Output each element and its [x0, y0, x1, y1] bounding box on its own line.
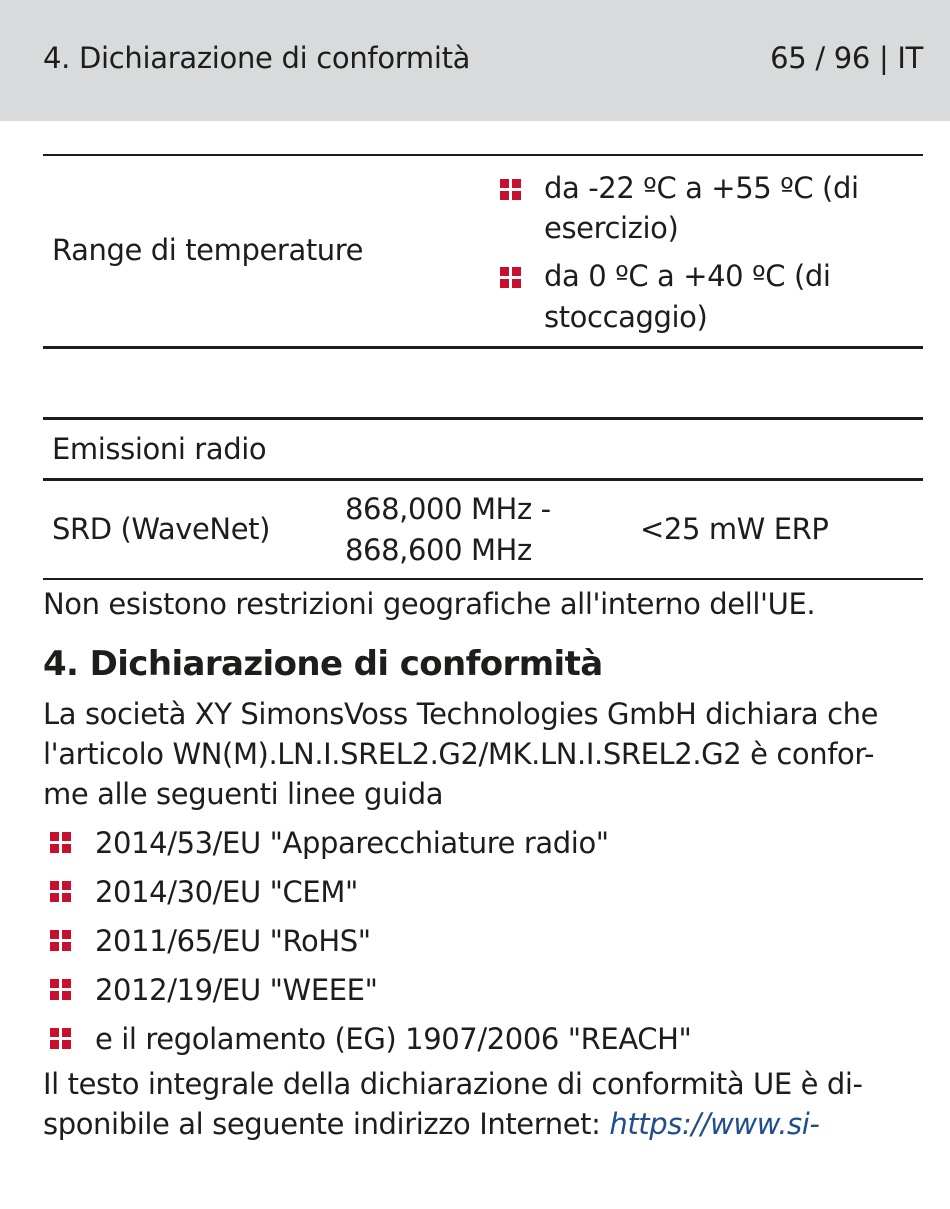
intro-line-1: La società XY SimonsVoss Technologies GmbH dichiara che [43, 697, 879, 731]
temperature-label: Range di temperature [52, 233, 364, 267]
intro-line-3: me alle seguenti linee guida [43, 777, 444, 811]
bullet-icon [500, 179, 522, 201]
bullet-icon [50, 979, 72, 1001]
bullet-icon [500, 267, 522, 289]
bullet-icon [50, 881, 72, 903]
page-number: 65 / 96 | IT [770, 41, 923, 75]
temperature-storage-line1: da 0 ºC a +40 ºC (di [544, 259, 831, 293]
table-rule-bottom [43, 346, 923, 349]
section-heading: 4. Dichiarazione di conformità [43, 644, 603, 684]
directive-item: 2014/53/EU "Apparecchiature radio" [95, 826, 609, 860]
closing-line-2-text: sponibile al seguente indirizzo Internet: [43, 1107, 610, 1141]
closing-line-1: Il testo integrale della dichiarazione di conformità UE è di- [43, 1067, 863, 1101]
bullet-icon [50, 1028, 72, 1050]
radio-table-rule-top [43, 417, 923, 420]
directive-item: 2014/30/EU "CEM" [95, 875, 358, 909]
radio-table-rule-bottom [43, 578, 923, 580]
bullet-icon [50, 930, 72, 952]
directive-item: 2012/19/EU "WEEE" [95, 973, 378, 1007]
radio-row-name: SRD (WaveNet) [52, 512, 271, 546]
table-rule-top [43, 154, 923, 156]
radio-row-frequency-line1: 868,000 MHz - [345, 492, 551, 526]
bullet-icon [50, 832, 72, 854]
radio-table-rule-header [43, 478, 923, 481]
temperature-storage-line2: stoccaggio) [544, 300, 708, 334]
radio-note: Non esistono restrizioni geografiche all'interno dell'UE. [43, 587, 816, 621]
radio-row-frequency-line2: 868,600 MHz [345, 533, 532, 567]
directive-item: 2011/65/EU "RoHS" [95, 924, 371, 958]
directive-item: e il regolamento (EG) 1907/2006 "REACH" [95, 1022, 692, 1056]
temperature-operating-line2: esercizio) [544, 211, 679, 245]
conformity-link[interactable]: https://www.si- [609, 1107, 820, 1141]
intro-line-2: l'articolo WN(M).LN.I.SREL2.G2/MK.LN.I.SREL2.G2 è confor- [43, 737, 875, 771]
temperature-operating-line1: da -22 ºC a +55 ºC (di [544, 171, 859, 205]
radio-heading: Emissioni radio [52, 432, 267, 466]
header-title: 4. Dichiarazione di conformità [43, 41, 471, 75]
page-header [0, 0, 950, 121]
closing-line-2 [43, 1104, 819, 1144]
radio-row-power: <25 mW ERP [640, 512, 829, 546]
